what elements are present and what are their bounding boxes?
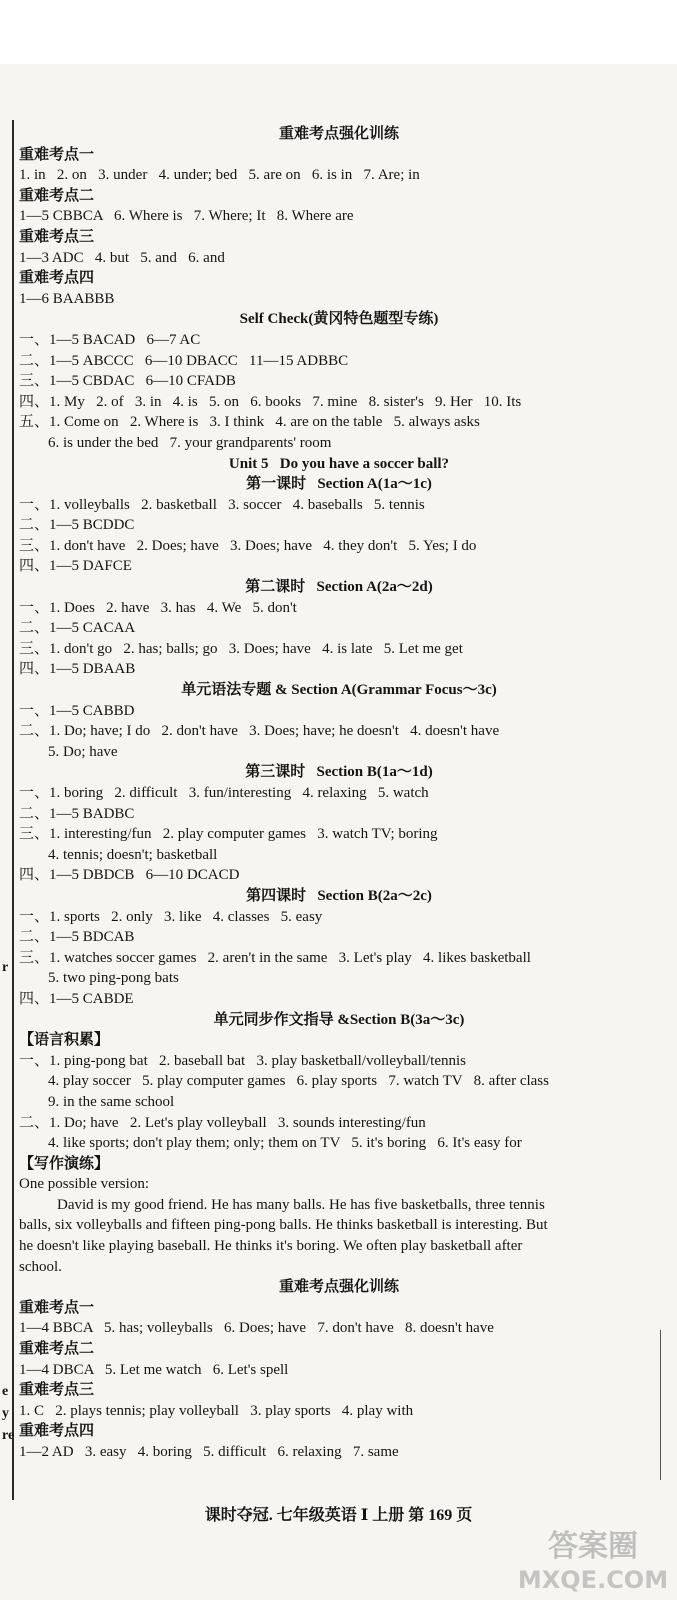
answer-line: 一、1—5 BACAD 6—7 AC [19, 331, 201, 348]
answer-line: 四、1—5 DAFCE [19, 558, 132, 575]
section-heading: 第一课时 Section A(1a～1c) [246, 476, 432, 493]
section-heading: 第二课时 Section A(2a～2d) [245, 579, 433, 596]
right-edge-rule [660, 1330, 661, 1480]
answer-line: 4. like sports; don't play them; only; them on TV 5. it's boring 6. It's easy for [48, 1135, 522, 1152]
answer-line: 二、1—5 BDCAB [19, 929, 135, 946]
section-heading: 重难考点强化训练 [278, 1279, 399, 1296]
subsection-heading: 重难考点一 [19, 1299, 95, 1316]
subsection-heading: 重难考点三 [19, 1382, 95, 1399]
answer-line: 二、1. Do; have 2. Let's play volleyball 3. sounds interesting/fun [19, 1114, 426, 1131]
answer-line: 1—5 CBBCA 6. Where is 7. Where; It 8. Where are [19, 208, 354, 225]
answer-line: 三、1. watches soccer games 2. aren't in the same 3. Let's play 4. likes basketball [19, 949, 531, 966]
watermark-text: 答案圈 [548, 1529, 638, 1564]
answer-line: 1—4 DBCA 5. Let me watch 6. Let's spell [19, 1361, 289, 1378]
answer-line: 1. C 2. plays tennis; play volleyball 3. play sports 4. play with [19, 1402, 414, 1419]
subsection-heading: 重难考点二 [19, 1341, 95, 1358]
margin-letter: e [2, 1384, 9, 1399]
answer-line: he doesn't like playing baseball. He thinks it's boring. We often play basketball after [19, 1238, 523, 1255]
subsection-heading: 重难考点一 [19, 146, 95, 163]
subsection-heading: 重难考点四 [19, 270, 95, 287]
answer-line: 5. Do; have [48, 743, 118, 760]
answer-line: 三、1. don't have 2. Does; have 3. Does; have 4. they don't 5. Yes; I do [19, 537, 477, 554]
margin-letter: r [2, 960, 9, 975]
answer-line: 四、1—5 DBAAB [19, 661, 136, 678]
subsection-heading: 重难考点三 [19, 228, 95, 245]
answer-line: David is my good friend. He has many balls. He has five basketballs, three tennis [57, 1196, 545, 1213]
answer-line: 5. two ping-pong bats [48, 970, 179, 987]
section-heading: 单元语法专题 & Section A(Grammar Focus～3c) [181, 682, 497, 699]
margin-letter: y [2, 1406, 9, 1421]
answer-line: 三、1. interesting/fun 2. play computer games 3. watch TV; boring [19, 826, 438, 843]
answer-line: 一、1. Does 2. have 3. has 4. We 5. don't [19, 599, 297, 616]
section-heading: 重难考点强化训练 [278, 126, 399, 142]
subsection-heading: 重难考点二 [19, 187, 95, 204]
answer-line: 三、1—5 CBDAC 6—10 CFADB [19, 373, 236, 390]
section-heading: 单元同步作文指导 &Section B(3a～3c) [213, 1011, 465, 1028]
answer-line: 一、1—5 CABBD [19, 702, 135, 719]
section-heading: 第四课时 Section B(2a～2c) [246, 887, 432, 904]
answer-line: 一、1. ping-pong bat 2. baseball bat 3. play basketball/volleyball/tennis [19, 1052, 466, 1069]
left-column-rule [12, 120, 14, 1500]
answer-line: 9. in the same school [48, 1093, 175, 1110]
answer-line: 五、1. Come on 2. Where is 3. I think 4. are on the table 5. always asks [19, 414, 480, 431]
answer-line: 1—3 ADC 4. but 5. and 6. and [19, 249, 225, 266]
answer-line: 4. tennis; doesn't; basketball [48, 846, 218, 863]
answer-line: 6. is under the bed 7. your grandparents' room [48, 434, 332, 451]
answer-line: 4. play soccer 5. play computer games 6. play sports 7. watch TV 8. after class [48, 1073, 549, 1090]
answer-line: 四、1—5 DBDCB 6—10 DCACD [19, 867, 240, 884]
answer-line: 二、1. Do; have; I do 2. don't have 3. Does; have; he doesn't 4. doesn't have [19, 723, 500, 740]
section-heading: Self Check(黄冈特色题型专练) [239, 311, 439, 328]
answer-line: 四、1. My 2. of 3. in 4. is 5. on 6. books 7. mine 8. sister's 9. Her 10. Its [19, 393, 522, 410]
answer-line: 二、1—5 ABCCC 6—10 DBACC 11—15 ADBBC [19, 352, 349, 369]
answer-line: balls, six volleyballs and fifteen ping-pong balls. He thinks basketball is interesting. But [19, 1217, 548, 1234]
answer-line: 1—2 AD 3. easy 4. boring 5. difficult 6. relaxing 7. same [19, 1444, 399, 1460]
answer-line: 二、1—5 CACAA [19, 620, 136, 637]
section-heading: 第三课时 Section B(1a～1d) [245, 764, 433, 781]
watermark-logo [513, 1520, 673, 1596]
subsection-heading: 【写作演练】 [19, 1155, 110, 1172]
answer-line: 一、1. sports 2. only 3. like 4. classes 5. easy [19, 908, 323, 925]
answer-line: 二、1—5 BADBC [19, 805, 135, 822]
answer-line: school. [19, 1258, 62, 1275]
answer-line: 1. in 2. on 3. under 4. under; bed 5. are on 6. is in 7. Are; in [19, 167, 420, 184]
subsection-heading: 【语言积累】 [19, 1032, 110, 1049]
watermark-url: MXQE.COM [517, 1566, 669, 1594]
section-heading: Unit 5 Do you have a soccer ball? [228, 455, 450, 472]
page-footer: 课时夺冠. 七年级英语 Ⅰ 上册 第 169 页 [204, 1507, 473, 1524]
answer-line: One possible version: [19, 1176, 149, 1193]
margin-letter: re [2, 1428, 15, 1443]
answer-line: 一、1. volleyballs 2. basketball 3. soccer 4. baseballs 5. tennis [19, 496, 425, 513]
answer-line: 四、1—5 CABDE [19, 990, 134, 1007]
top-blank-band [0, 0, 677, 64]
answer-line: 1—6 BAABBB [19, 290, 115, 307]
answer-line: 二、1—5 BCDDC [19, 517, 135, 534]
answer-key-content [19, 124, 659, 1463]
subsection-heading: 重难考点四 [19, 1423, 95, 1440]
answer-line: 1—4 BBCA 5. has; volleyballs 6. Does; have 7. don't have 8. doesn't have [19, 1320, 494, 1337]
answer-line: 三、1. don't go 2. has; balls; go 3. Does; have 4. is late 5. Let me get [19, 640, 463, 657]
answer-line: 一、1. boring 2. difficult 3. fun/interesting 4. relaxing 5. watch [19, 785, 429, 801]
